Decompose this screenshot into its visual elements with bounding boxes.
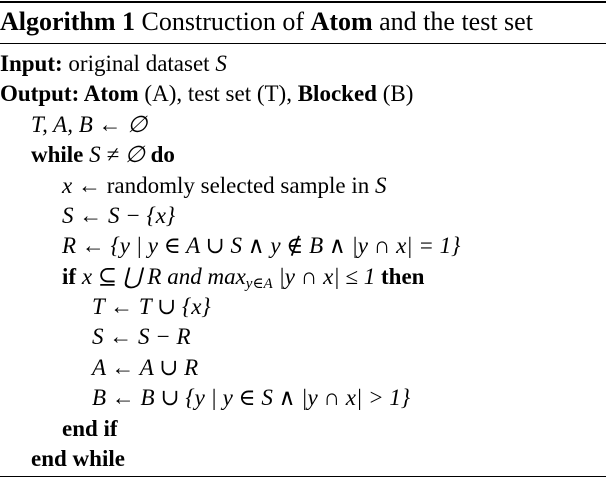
caption-text-after: and the test set [372,7,533,36]
input-var: S [215,51,227,76]
init-line: T, A, B ← ∅ [31,112,148,137]
update-t-line: T ← T ∪ {x} [92,294,211,319]
r-definition-line: R ← {y | y ∈ A ∪ S ∧ y ∉ B ∧ |y ∩ x| = 1} [62,233,461,258]
select-set: S [374,173,387,198]
input-text: original dataset [62,51,216,76]
select-line [62,171,386,201]
input-keyword: Input: [0,51,63,76]
input-line [0,49,227,79]
if-condition-subscript: y∈A [245,276,273,292]
caption-rule [0,43,606,44]
select-var: x [62,173,73,198]
update-s-line: S ← S − R [92,324,191,349]
end-while-line: end while [31,446,125,471]
select-text: ← randomly selected sample in [72,173,375,198]
top-rule [0,1,606,3]
if-line [62,262,424,292]
bottom-rule [0,476,606,477]
update-b-line: B ← B ∪ {y | y ∈ S ∧ |y ∩ x| > 1} [92,385,411,410]
output-mid: , test set (T), [176,81,298,106]
output-keyword: Output: [0,81,80,106]
then-keyword: then [381,264,425,289]
update-a-line: A ← A ∪ R [92,355,199,380]
if-condition-a: x ⊆ ⋃ R and max [76,264,246,289]
caption-atom: Atom [310,7,373,36]
end-if-line: end if [62,416,118,441]
do-keyword: do [150,142,175,167]
algorithm-caption [0,6,533,38]
if-keyword: if [62,264,77,289]
output-line [0,79,413,109]
while-keyword: while [31,142,84,167]
while-condition: S ≠ ∅ [83,142,151,167]
if-condition-b: |y ∩ x| ≤ 1 [272,264,382,289]
caption-label: Algorithm 1 [0,7,136,36]
output-atom-var: (A) [138,81,177,106]
while-line [31,140,175,170]
output-blocked-var: (B) [376,81,414,106]
remove-x-line: S ← S − {x} [62,203,176,228]
output-blocked: Blocked [297,81,377,106]
output-atom: Atom [79,81,139,106]
caption-text-before: Construction of [135,7,311,36]
